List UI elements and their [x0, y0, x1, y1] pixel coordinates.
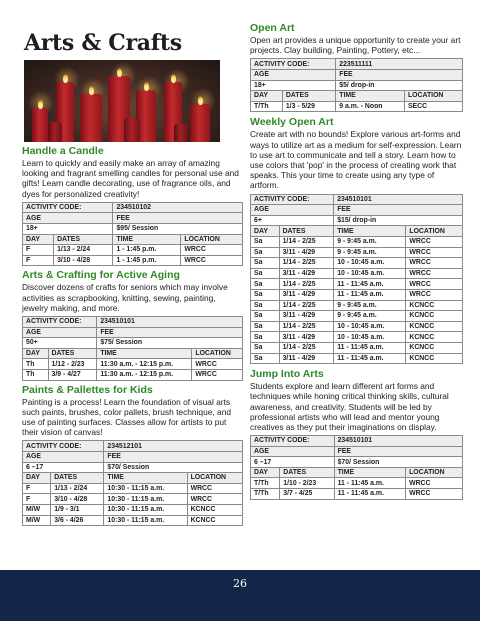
activity-code: 234510101: [334, 194, 463, 205]
activity-code-row: [251, 194, 463, 205]
section-title: Arts & Crafting for Active Aging: [22, 269, 180, 282]
table-row: [23, 369, 243, 380]
col-time: TIME: [113, 234, 181, 245]
schedule-table: [250, 194, 463, 365]
cell-dates: 3/6 - 4/26: [51, 515, 104, 526]
age-fee-row: [251, 215, 463, 226]
cell-location: WRCC: [406, 478, 463, 489]
age-fee-header: [23, 213, 243, 224]
age-fee-header: [23, 327, 243, 338]
activity-code: 223511111: [336, 59, 463, 70]
age-value: 18+: [251, 80, 336, 91]
weekly-open-art-section: [250, 116, 463, 364]
fee-label: FEE: [97, 327, 243, 338]
table-row: [251, 101, 463, 112]
cell-day: T/Th: [251, 101, 283, 112]
cell-location: KCNCC: [406, 300, 463, 311]
section-description: Learn to quickly and easily make an array of amazing looking and fragrant smelling candles for personal use and gifts! Learn candle decorating, use of fragrance oils, and dyes for personalized creativity!: [22, 158, 239, 199]
age-value: 6 –17: [251, 457, 335, 468]
age-value: 6 –17: [23, 462, 104, 473]
table-row: [251, 489, 463, 500]
age-label: AGE: [251, 446, 335, 457]
table-row: [251, 321, 463, 332]
column-headers: [251, 91, 463, 102]
cell-day: Sa: [251, 300, 280, 311]
col-dates: DATES: [54, 234, 113, 245]
cell-location: KCNCC: [406, 311, 463, 322]
age-label: AGE: [23, 451, 104, 462]
table-row: [251, 268, 463, 279]
cell-time: 1 - 1:45 p.m.: [113, 255, 181, 266]
cell-time: 10 - 10:45 a.m.: [334, 332, 406, 343]
age-label: AGE: [251, 205, 334, 216]
schedule-table: [22, 202, 243, 267]
schedule-table: [22, 316, 243, 381]
fee-value: $15/ drop-in: [334, 215, 463, 226]
cell-dates: 1/14 - 2/25: [279, 279, 334, 290]
table-row: [23, 504, 243, 515]
cell-location: KCNCC: [187, 504, 242, 515]
col-dates: DATES: [282, 91, 335, 102]
cell-day: F: [23, 245, 54, 256]
activity-code-label: ACTIVITY CODE:: [23, 441, 104, 452]
cell-dates: 3/11 - 4/29: [279, 311, 334, 322]
activity-code: 234512101: [104, 441, 243, 452]
column-headers: [251, 467, 463, 478]
active-aging-section: [22, 269, 243, 380]
cell-day: Sa: [251, 268, 280, 279]
cell-location: WRCC: [181, 245, 243, 256]
cell-day: Sa: [251, 311, 280, 322]
fee-value: $5/ drop-in: [336, 80, 463, 91]
cell-day: Sa: [251, 353, 280, 364]
col-location: LOCATION: [187, 473, 242, 484]
cell-day: Th: [23, 369, 49, 380]
activity-code-label: ACTIVITY CODE:: [251, 59, 336, 70]
cell-location: WRCC: [406, 236, 463, 247]
col-time: TIME: [336, 91, 405, 102]
jump-into-arts-section: [250, 368, 463, 500]
section-description: Create art with no bounds! Explore various art-forms and ways to utilize art as a medium for self-expression. Learn to use art to communicate and tell a story. Learn how to use colors that 'pop' in the process of creating work that speaks. This your time to create using any type of artform.: [250, 129, 462, 191]
cell-day: T/Th: [251, 489, 280, 500]
cell-location: KCNCC: [187, 515, 242, 526]
cell-location: WRCC: [406, 279, 463, 290]
cell-location: KCNCC: [406, 332, 463, 343]
schedule-table: [250, 58, 463, 112]
age-value: 50+: [23, 338, 97, 349]
age-value: 18+: [23, 224, 113, 235]
cell-day: Sa: [251, 289, 280, 300]
table-row: [23, 255, 243, 266]
cell-day: F: [23, 255, 54, 266]
age-fee-header: [251, 205, 463, 216]
cell-day: Sa: [251, 279, 280, 290]
cell-dates: 1/14 - 2/25: [279, 321, 334, 332]
age-value: 6+: [251, 215, 334, 226]
cell-time: 11 - 11:45 a.m.: [334, 489, 405, 500]
cell-location: KCNCC: [406, 353, 463, 364]
table-row: [251, 353, 463, 364]
cell-dates: 3/11 - 4/29: [279, 289, 334, 300]
age-fee-row: [251, 80, 463, 91]
cell-day: F: [23, 483, 51, 494]
table-row: [251, 311, 463, 322]
page-title: Arts & Crafts: [24, 30, 182, 56]
col-day: DAY: [251, 467, 280, 478]
activity-code-row: [251, 436, 463, 447]
cell-location: SECC: [404, 101, 462, 112]
age-fee-row: [251, 457, 463, 468]
cell-time: 10:30 - 11:15 a.m.: [104, 515, 187, 526]
cell-time: 1 - 1:45 p.m.: [113, 245, 181, 256]
age-fee-row: [23, 338, 243, 349]
table-row: [251, 300, 463, 311]
cell-day: T/Th: [251, 478, 280, 489]
table-row: [23, 483, 243, 494]
section-title: Weekly Open Art: [250, 116, 334, 129]
cell-dates: 3/11 - 4/29: [279, 268, 334, 279]
column-headers: [251, 226, 463, 237]
cell-location: WRCC: [406, 489, 463, 500]
col-time: TIME: [97, 348, 192, 359]
cell-dates: 1/13 - 2/24: [51, 483, 104, 494]
activity-code-row: [23, 202, 243, 213]
col-day: DAY: [251, 91, 283, 102]
cell-time: 11 - 11:45 a.m.: [334, 289, 406, 300]
col-location: LOCATION: [192, 348, 243, 359]
cell-dates: 1/3 - 5/29: [282, 101, 335, 112]
age-fee-row: [23, 462, 243, 473]
activity-code: 234510101: [334, 436, 462, 447]
open-art-section: [250, 22, 463, 112]
cell-dates: 1/12 - 2/23: [48, 359, 97, 370]
cell-location: KCNCC: [406, 342, 463, 353]
cell-location: WRCC: [406, 289, 463, 300]
activity-code: 234510101: [97, 316, 243, 327]
cell-dates: 3/7 - 4/25: [280, 489, 334, 500]
cell-day: Sa: [251, 332, 280, 343]
col-day: DAY: [23, 473, 51, 484]
fee-label: FEE: [336, 70, 463, 81]
cell-time: 11 - 11:45 a.m.: [334, 478, 405, 489]
col-location: LOCATION: [406, 467, 463, 478]
cell-location: WRCC: [187, 494, 242, 505]
col-dates: DATES: [51, 473, 104, 484]
cell-day: Th: [23, 359, 49, 370]
table-row: [251, 289, 463, 300]
age-label: AGE: [23, 327, 97, 338]
cell-day: Sa: [251, 236, 280, 247]
cell-dates: 1/10 - 2/23: [280, 478, 334, 489]
cell-day: Sa: [251, 321, 280, 332]
col-time: TIME: [104, 473, 187, 484]
fee-value: $75/ Session: [97, 338, 243, 349]
cell-day: M/W: [23, 504, 51, 515]
table-row: [251, 332, 463, 343]
cell-location: WRCC: [181, 255, 243, 266]
schedule-table: [22, 440, 243, 526]
activity-code-row: [23, 441, 243, 452]
cell-dates: 1/14 - 2/25: [279, 300, 334, 311]
column-headers: [23, 473, 243, 484]
section-description: Discover dozens of crafts for seniors which may involve activities as scrapbooking, knitting, sewing, painting, jewelry making, and more.: [22, 282, 228, 313]
cell-day: Sa: [251, 258, 280, 269]
col-time: TIME: [334, 226, 406, 237]
col-day: DAY: [23, 348, 49, 359]
cell-time: 9 - 9:45 a.m.: [334, 300, 406, 311]
cell-dates: 3/10 - 4/28: [51, 494, 104, 505]
table-row: [251, 478, 463, 489]
cell-dates: 1/14 - 2/25: [279, 342, 334, 353]
cell-time: 9 - 9:45 a.m.: [334, 236, 406, 247]
fee-label: FEE: [334, 205, 463, 216]
cell-time: 9 - 9:45 a.m.: [334, 311, 406, 322]
section-title: Handle a Candle: [22, 145, 104, 157]
handle-candle-section: [22, 145, 243, 266]
cell-time: 10:30 - 11:15 a.m.: [104, 494, 187, 505]
table-row: [251, 247, 463, 258]
section-title: Paints & Pallettes for Kids: [22, 383, 153, 396]
activity-code-label: ACTIVITY CODE:: [23, 316, 97, 327]
col-dates: DATES: [280, 467, 334, 478]
cell-dates: 3/11 - 4/29: [279, 247, 334, 258]
col-location: LOCATION: [181, 234, 243, 245]
cell-location: WRCC: [406, 258, 463, 269]
table-row: [251, 342, 463, 353]
table-row: [251, 236, 463, 247]
section-description: Open art provides a unique opportunity to create your art projects. Clay building, Painting, Pottery, etc...: [250, 35, 461, 56]
cell-dates: 3/11 - 4/29: [279, 353, 334, 364]
table-row: [23, 245, 243, 256]
cell-time: 9 - 9:45 a.m.: [334, 247, 406, 258]
col-day: DAY: [251, 226, 280, 237]
cell-location: WRCC: [406, 268, 463, 279]
age-label: AGE: [251, 70, 336, 81]
cell-time: 11 - 11:45 a.m.: [334, 342, 406, 353]
cell-location: KCNCC: [406, 321, 463, 332]
age-label: AGE: [23, 213, 113, 224]
table-row: [23, 494, 243, 505]
fee-value: $70/ Session: [334, 457, 462, 468]
cell-time: 10 - 10:45 a.m.: [334, 321, 406, 332]
cell-time: 10:30 - 11:15 a.m.: [104, 483, 187, 494]
section-title: Jump Into Arts: [250, 368, 324, 381]
activity-code-row: [251, 59, 463, 70]
table-row: [23, 515, 243, 526]
cell-dates: 3/10 - 4/28: [54, 255, 113, 266]
cell-time: 10 - 10:45 a.m.: [334, 258, 406, 269]
cell-time: 11 - 11:45 a.m.: [334, 279, 406, 290]
section-title: Open Art: [250, 22, 295, 34]
cell-time: 10 - 10:45 a.m.: [334, 268, 406, 279]
col-dates: DATES: [279, 226, 334, 237]
cell-day: Sa: [251, 247, 280, 258]
col-location: LOCATION: [406, 226, 463, 237]
age-fee-row: [23, 224, 243, 235]
cell-dates: 1/9 - 3/1: [51, 504, 104, 515]
table-row: [251, 258, 463, 269]
cell-dates: 1/14 - 2/25: [279, 258, 334, 269]
cell-location: WRCC: [192, 369, 243, 380]
cell-dates: 1/14 - 2/25: [279, 236, 334, 247]
cell-location: WRCC: [192, 359, 243, 370]
candles-photo: [24, 60, 220, 142]
activity-code-label: ACTIVITY CODE:: [23, 202, 113, 213]
column-headers: [23, 234, 243, 245]
fee-label: FEE: [334, 446, 462, 457]
cell-time: 11:30 a.m. - 12:15 p.m.: [97, 369, 192, 380]
age-fee-header: [251, 446, 463, 457]
fee-label: FEE: [113, 213, 243, 224]
cell-dates: 3/11 - 4/29: [279, 332, 334, 343]
cell-time: 9 a.m. - Noon: [336, 101, 405, 112]
activity-code-label: ACTIVITY CODE:: [251, 194, 334, 205]
age-fee-header: [23, 451, 243, 462]
cell-day: Sa: [251, 342, 280, 353]
col-time: TIME: [334, 467, 405, 478]
page-number: 26: [233, 577, 247, 590]
fee-value: $95/ Session: [113, 224, 243, 235]
cell-time: 11 - 11:45 a.m.: [334, 353, 406, 364]
section-description: Students explore and learn different art forms and techniques while honing critical thinking skills, cultural awareness, and creativity. Students will be led by professional artists who will lead and mentor young creatives as they put their imaginations on display.: [250, 381, 449, 432]
fee-label: FEE: [104, 451, 243, 462]
activity-code-row: [23, 316, 243, 327]
cell-day: F: [23, 494, 51, 505]
col-dates: DATES: [48, 348, 97, 359]
activity-code-label: ACTIVITY CODE:: [251, 436, 335, 447]
cell-location: WRCC: [406, 247, 463, 258]
table-row: [23, 359, 243, 370]
cell-time: 11:30 a.m. - 12:15 p.m.: [97, 359, 192, 370]
column-headers: [23, 348, 243, 359]
col-location: LOCATION: [404, 91, 462, 102]
fee-value: $70/ Session: [104, 462, 243, 473]
cell-time: 10:30 - 11:15 a.m.: [104, 504, 187, 515]
section-description: Painting is a process! Learn the foundation of visual arts such paints, brushes, color pallets, brush technique, and use of painting surfaces. Classes allow for artists to put their vision of canvas!: [22, 396, 232, 438]
col-day: DAY: [23, 234, 54, 245]
activity-code: 234510102: [113, 202, 243, 213]
age-fee-header: [251, 70, 463, 81]
cell-dates: 3/9 - 4/27: [48, 369, 97, 380]
table-row: [251, 279, 463, 290]
cell-dates: 1/13 - 2/24: [54, 245, 113, 256]
schedule-table: [250, 435, 463, 500]
cell-location: WRCC: [187, 483, 242, 494]
paints-pallettes-section: [22, 384, 243, 527]
cell-day: M/W: [23, 515, 51, 526]
